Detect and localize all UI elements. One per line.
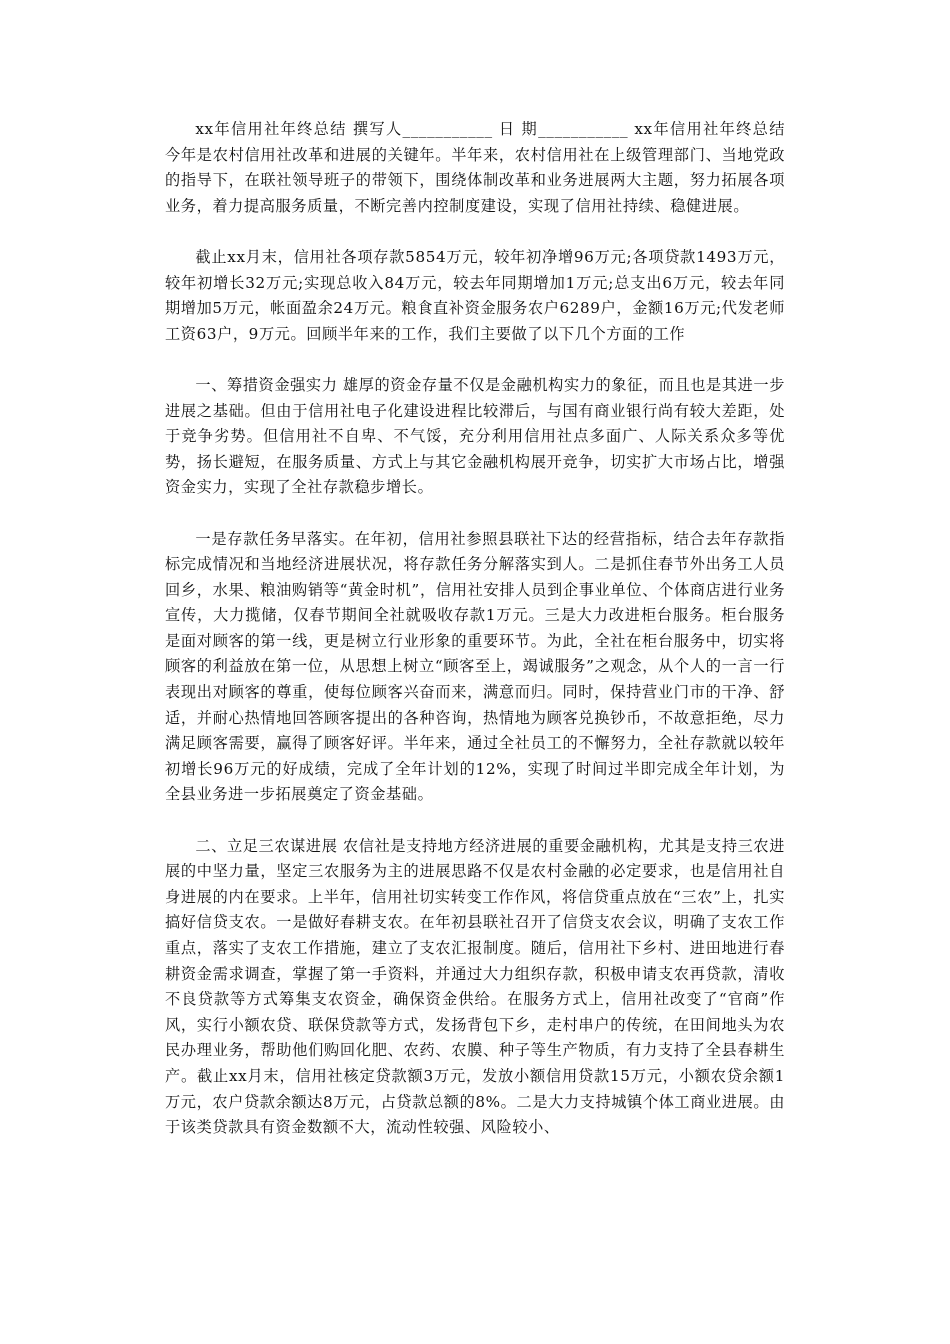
paragraph-intro: xx年信用社年终总结 撰写人___________ 日 期___________ xx年信用社年终总结 今年是农村信用社改革和进展的关键年。半年来，农村信用社在上级管理部门、当地党政的指导下，在联社领导班子的带领下，围绕体制改革和业务进展两大主题，努力拓展各项业务，着力提高服务质量，不断完善内控制度建设，实现了信用社持续、稳健进展。 bbox=[165, 120, 785, 215]
paragraph-section-two: 二、立足三农谋进展 农信社是支持地方经济进展的重要金融机构，尤其是支持三农进展的中坚力量，坚定三农服务为主的进展思路不仅是农村金融的必定要求，也是信用社自身进展的内在要求。上半年，信用社切实转变工作作风，将信贷重点放在“三农”上，扎实搞好信贷支农。一是做好春耕支农。在年初县联社召开了信贷支农会议，明确了支农工作重点，落实了支农工作措施，建立了支农汇报制度。随后，信用社下乡村、进田地进行春耕资金需求调查，掌握了第一手资料，并通过大力组织存款，积极申请支农再贷款，清收不良贷款等方式筹集支农资金，确保资金供给。在服务方式上，信用社改变了“官商”作风，实行小额农贷、联保贷款等方式，发扬背包下乡，走村串户的传统，在田间地头为农民办理业务，帮助他们购回化肥、农药、农膜、种子等生产物质，有力支持了全县春耕生产。截止xx月末，信用社核定贷款额3万元，发放小额信用贷款15万元，小额农贷余额1万元，农户贷款余额达8万元，占贷款总额的8%。二是大力支持城镇个体工商业进展。由于该类贷款具有资金数额不大，流动性较强、风险较小、 bbox=[165, 836, 785, 1137]
paragraph-deposit-tasks: 一是存款任务早落实。在年初，信用社参照县联社下达的经营指标，结合去年存款指标完成情况和当地经济进展状况，将存款任务分解落实到人。二是抓住春节外出务工人员回乡，水果、粮油购销等“黄金时机”，信用社安排人员到企事业单位、个体商店进行业务宣传，大力揽储，仅春节期间全社就吸收存款1万元。三是大力改进柜台服务。柜台服务是面对顾客的第一线，更是树立行业形象的重要环节。为此，全社在柜台服务中，切实将顾客的利益放在第一位，从思想上树立“顾客至上，竭诚服务”之观念，从个人的一言一行表现出对顾客的尊重，使每位顾客兴奋而来，满意而归。同时，保持营业门市的干净、舒适，并耐心热情地回答顾客提出的各种咨询，热情地为顾客兑换钞币，不故意拒绝，尽力满足顾客需要，赢得了顾客好评。半年来，通过全社员工的不懈努力，全社存款就以较年初增长96万元的好成绩，完成了全年计划的12%，实现了时间过半即完成全年计划，为全县业务进一步拓展奠定了资金基础。 bbox=[165, 529, 785, 804]
document-body bbox=[165, 117, 785, 1166]
paragraph-figures: 截止xx月末，信用社各项存款5854万元，较年初净增96万元;各项贷款1493万元，较年初增长32万元;实现总收入84万元，较去年同期增加1万元;总支出6万元，较去年同期增加5万元，帐面盈余24万元。粮食直补资金服务农户6289户，金额16万元;代发老师工资63户，9万元。回顾半年来的工作，我们主要做了以下几个方面的工作 bbox=[165, 247, 785, 343]
paragraph-section-one: 一、筹措资金强实力 雄厚的资金存量不仅是金融机构实力的象征，而且也是其进一步进展之基础。但由于信用社电子化建设进程比较滞后，与国有商业银行尚有较大差距，处于竞争劣势。但信用社不自卑、不气馁，充分利用信用社点多面广、人际关系众多等优势，扬长避短，在服务质量、方式上与其它金融机构展开竞争，切实扩大市场占比，增强资金实力，实现了全社存款稳步增长。 bbox=[165, 375, 785, 497]
